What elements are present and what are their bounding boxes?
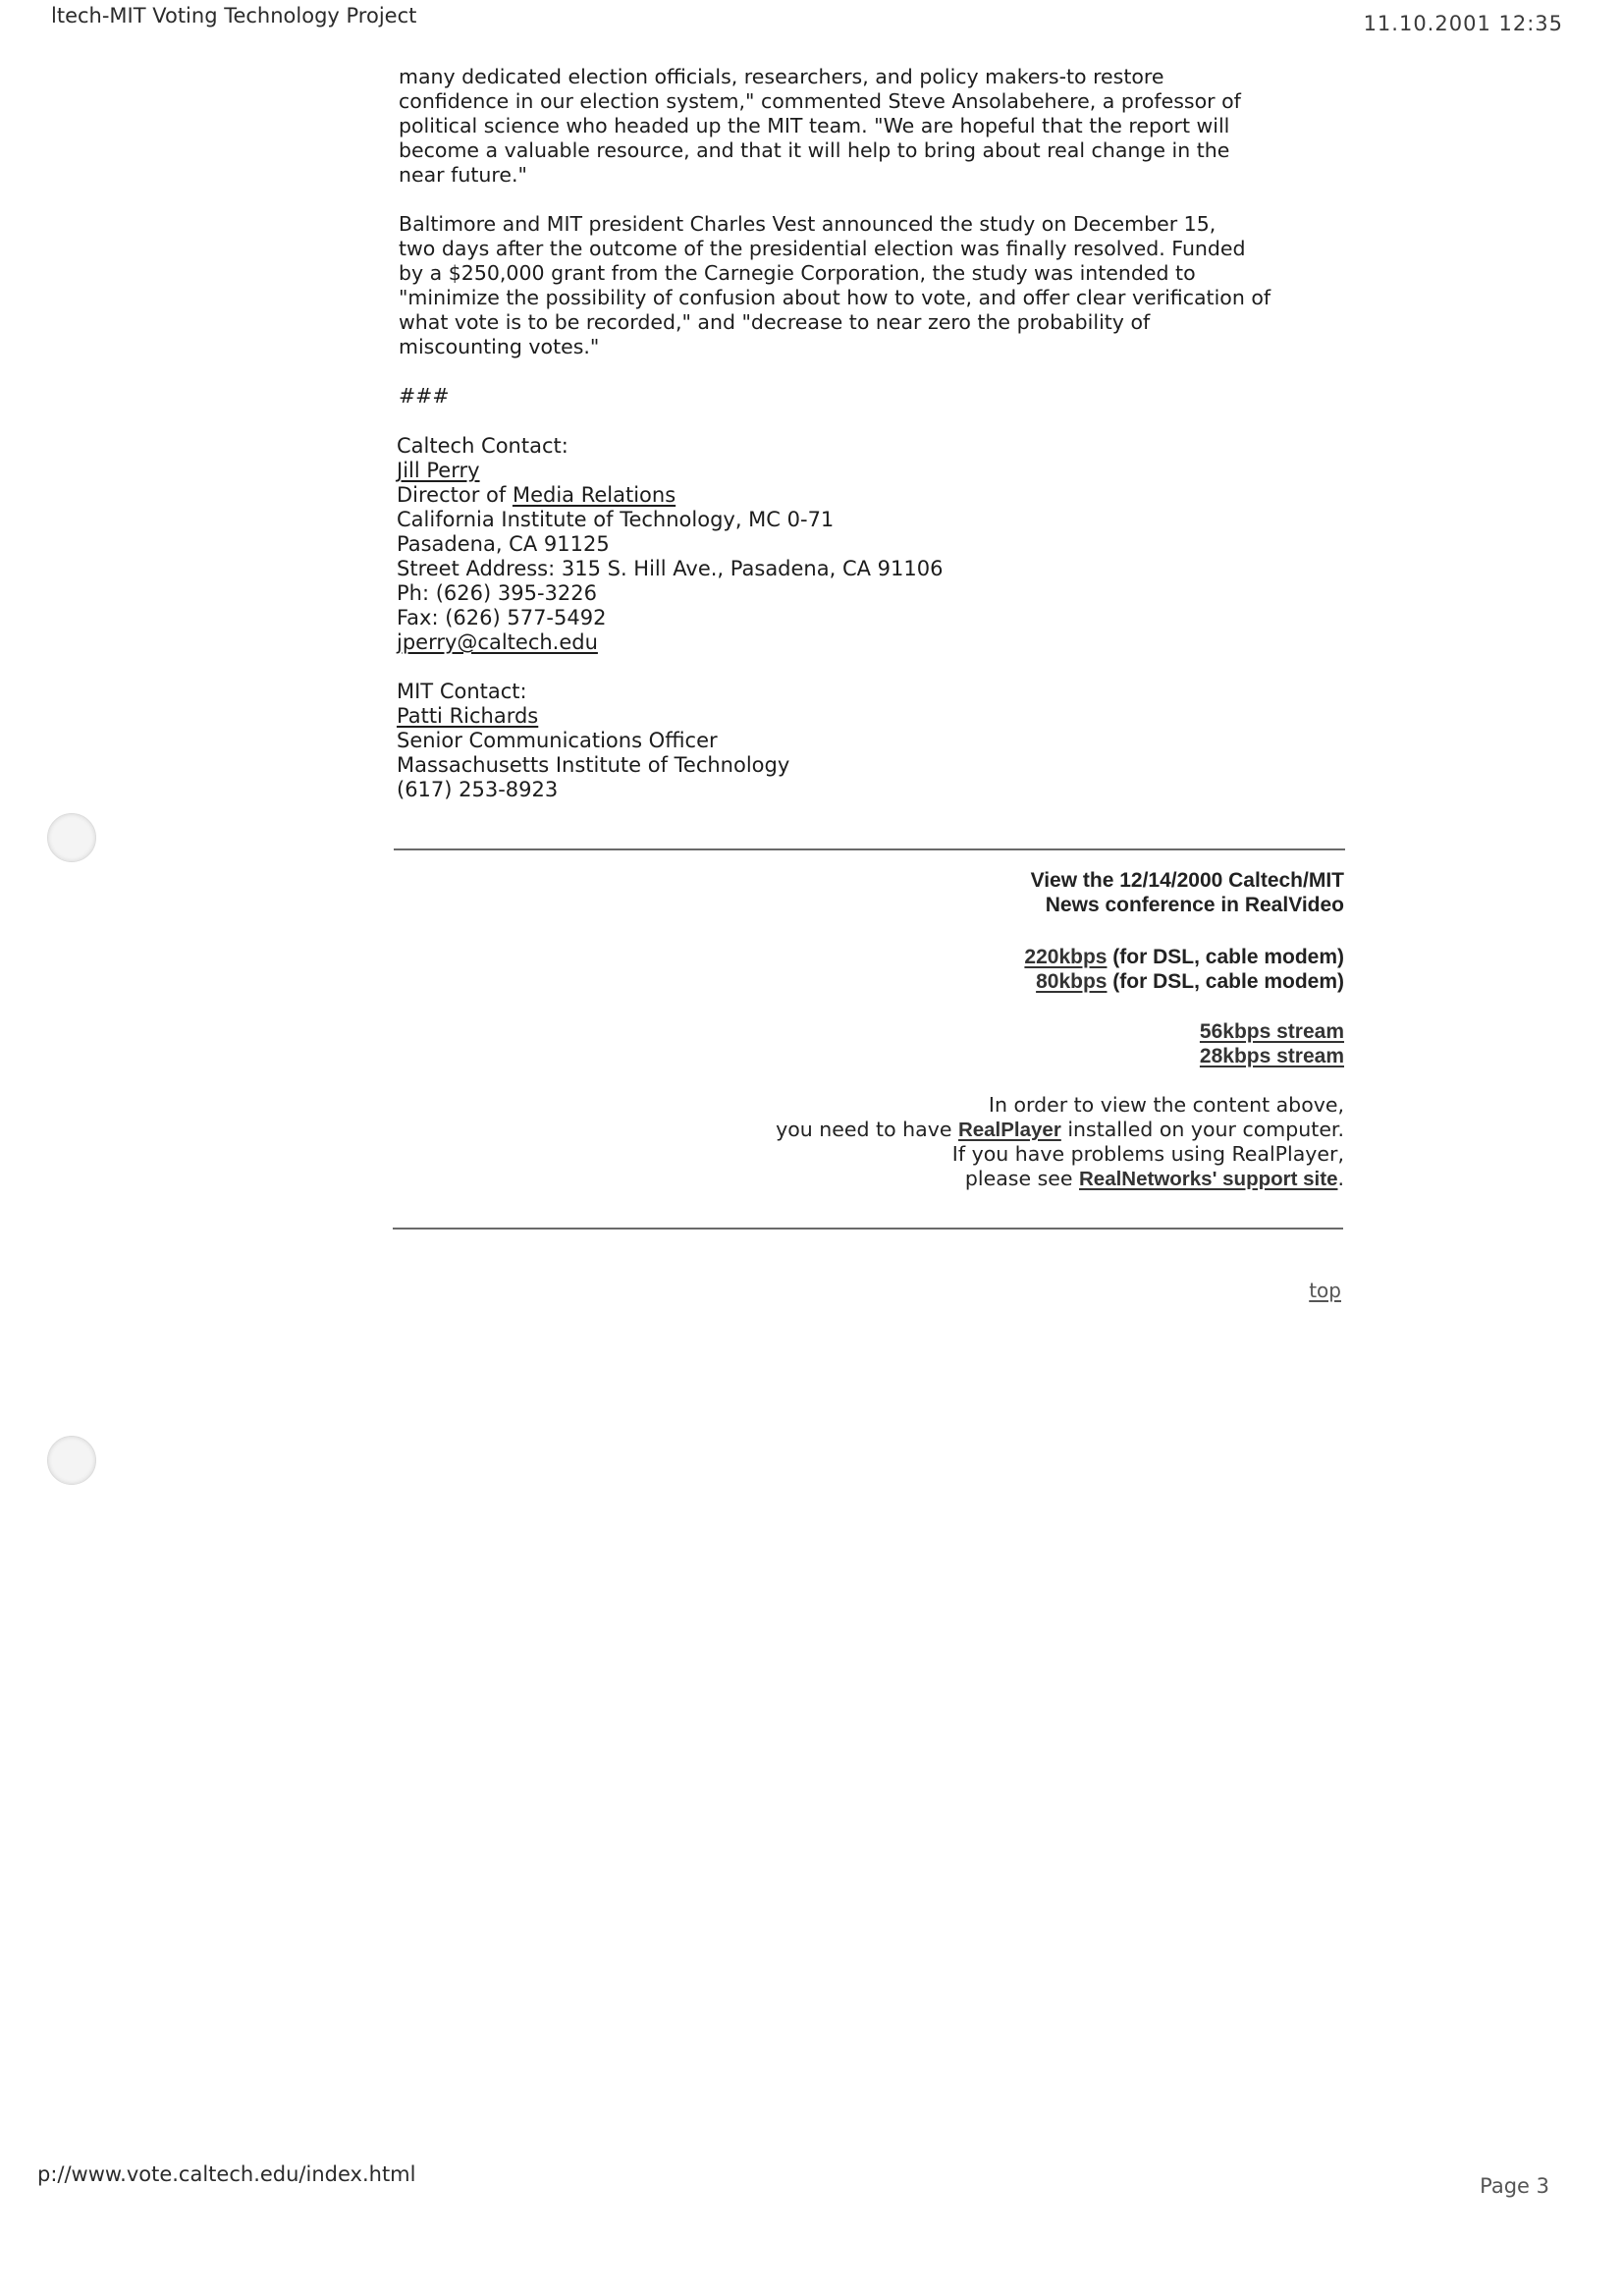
article-body bbox=[399, 65, 1351, 433]
caltech-fax: Fax: (626) 577-5492 bbox=[397, 606, 607, 629]
link-28kbps-stream[interactable]: 28kbps stream bbox=[1199, 1045, 1344, 1067]
caltech-contact-block bbox=[397, 434, 943, 655]
horizontal-rule bbox=[394, 848, 1345, 850]
stream-80-suffix: (for DSL, cable modem) bbox=[1107, 970, 1344, 993]
text-line: what vote is to be recorded," and "decrease to near zero the probability of bbox=[399, 310, 1151, 334]
text-line: two days after the outcome of the presidential election was finally resolved. Funded bbox=[399, 237, 1246, 260]
section-separator: ### bbox=[399, 384, 450, 408]
punch-hole-upper bbox=[47, 813, 96, 862]
caltech-city: Pasadena, CA 91125 bbox=[397, 532, 610, 556]
jill-perry-link[interactable]: Jill Perry bbox=[397, 459, 480, 482]
caltech-phone: Ph: (626) 395-3226 bbox=[397, 581, 597, 605]
title-prefix: Director of bbox=[397, 483, 513, 507]
mit-contact-block bbox=[397, 680, 789, 802]
stream-80-row bbox=[460, 969, 1344, 994]
caltech-contact-title bbox=[397, 483, 943, 508]
footer-url: p://www.vote.caltech.edu/index.html bbox=[37, 2162, 416, 2186]
mit-institution: Massachusetts Institute of Technology bbox=[397, 753, 790, 777]
text-line: Baltimore and MIT president Charles Vest announced the study on December 15, bbox=[399, 212, 1216, 236]
page-header-title: ltech-MIT Voting Technology Project bbox=[51, 4, 417, 27]
note-prefix: you need to have bbox=[776, 1118, 958, 1141]
realvideo-heading-line: News conference in RealVideo bbox=[1045, 894, 1344, 916]
horizontal-rule bbox=[393, 1228, 1343, 1230]
text-line: near future." bbox=[399, 163, 527, 187]
realvideo-bandwidth-links bbox=[460, 945, 1344, 994]
note-line bbox=[460, 1167, 1344, 1191]
quote-paragraph bbox=[399, 65, 1351, 188]
note-suffix: installed on your computer. bbox=[1060, 1118, 1344, 1141]
patti-richards-link[interactable]: Patti Richards bbox=[397, 704, 539, 728]
note-prefix: please see bbox=[964, 1167, 1079, 1190]
footer-page-number: Page 3 bbox=[1480, 2174, 1549, 2198]
link-220kbps[interactable]: 220kbps bbox=[1024, 946, 1108, 968]
realvideo-stream-links bbox=[460, 1019, 1344, 1068]
link-80kbps[interactable]: 80kbps bbox=[1036, 970, 1108, 993]
realnetworks-support-link[interactable]: RealNetworks' support site bbox=[1079, 1168, 1338, 1190]
caltech-street-address: Street Address: 315 S. Hill Ave., Pasadena, CA 91106 bbox=[397, 557, 944, 580]
text-line: by a $250,000 grant from the Carnegie Corporation, the study was intended to bbox=[399, 261, 1196, 285]
email-link[interactable]: jperry@caltech.edu bbox=[397, 630, 598, 654]
note-line: If you have problems using RealPlayer, bbox=[951, 1142, 1344, 1166]
link-56kbps-stream[interactable]: 56kbps stream bbox=[1199, 1020, 1344, 1043]
realplayer-note bbox=[460, 1093, 1344, 1191]
text-line: miscounting votes." bbox=[399, 335, 600, 358]
page-header-datetime: 11.10.2001 12:35 bbox=[1363, 12, 1563, 35]
text-line: confidence in our election system," commented Steve Ansolabehere, a professor of bbox=[399, 89, 1241, 113]
caltech-contact-heading: Caltech Contact: bbox=[397, 434, 568, 458]
stream-220-suffix: (for DSL, cable modem) bbox=[1107, 946, 1344, 968]
stream-220-row bbox=[460, 945, 1344, 969]
mit-phone: (617) 253-8923 bbox=[397, 778, 559, 801]
text-line: "minimize the possibility of confusion about how to vote, and offer clear verification of bbox=[399, 286, 1271, 309]
realvideo-heading bbox=[460, 868, 1344, 917]
text-line: many dedicated election officials, researchers, and policy makers-to restore bbox=[399, 65, 1164, 88]
punch-hole-lower bbox=[47, 1436, 96, 1485]
top-link[interactable]: top bbox=[1309, 1279, 1341, 1302]
study-paragraph bbox=[399, 212, 1351, 359]
realplayer-link[interactable]: RealPlayer bbox=[957, 1119, 1061, 1141]
text-line: political science who headed up the MIT team. "We are hopeful that the report will bbox=[399, 114, 1230, 137]
caltech-institution: California Institute of Technology, MC 0-71 bbox=[397, 508, 835, 531]
realvideo-heading-line: View the 12/14/2000 Caltech/MIT bbox=[1030, 869, 1344, 892]
text-line: become a valuable resource, and that it will help to bring about real change in the bbox=[399, 138, 1230, 162]
note-line: In order to view the content above, bbox=[988, 1093, 1344, 1117]
media-relations-link[interactable]: Media Relations bbox=[512, 483, 676, 507]
mit-contact-title: Senior Communications Officer bbox=[397, 729, 718, 752]
mit-contact-heading: MIT Contact: bbox=[397, 680, 527, 703]
note-line bbox=[460, 1118, 1344, 1142]
note-suffix: . bbox=[1337, 1167, 1344, 1190]
